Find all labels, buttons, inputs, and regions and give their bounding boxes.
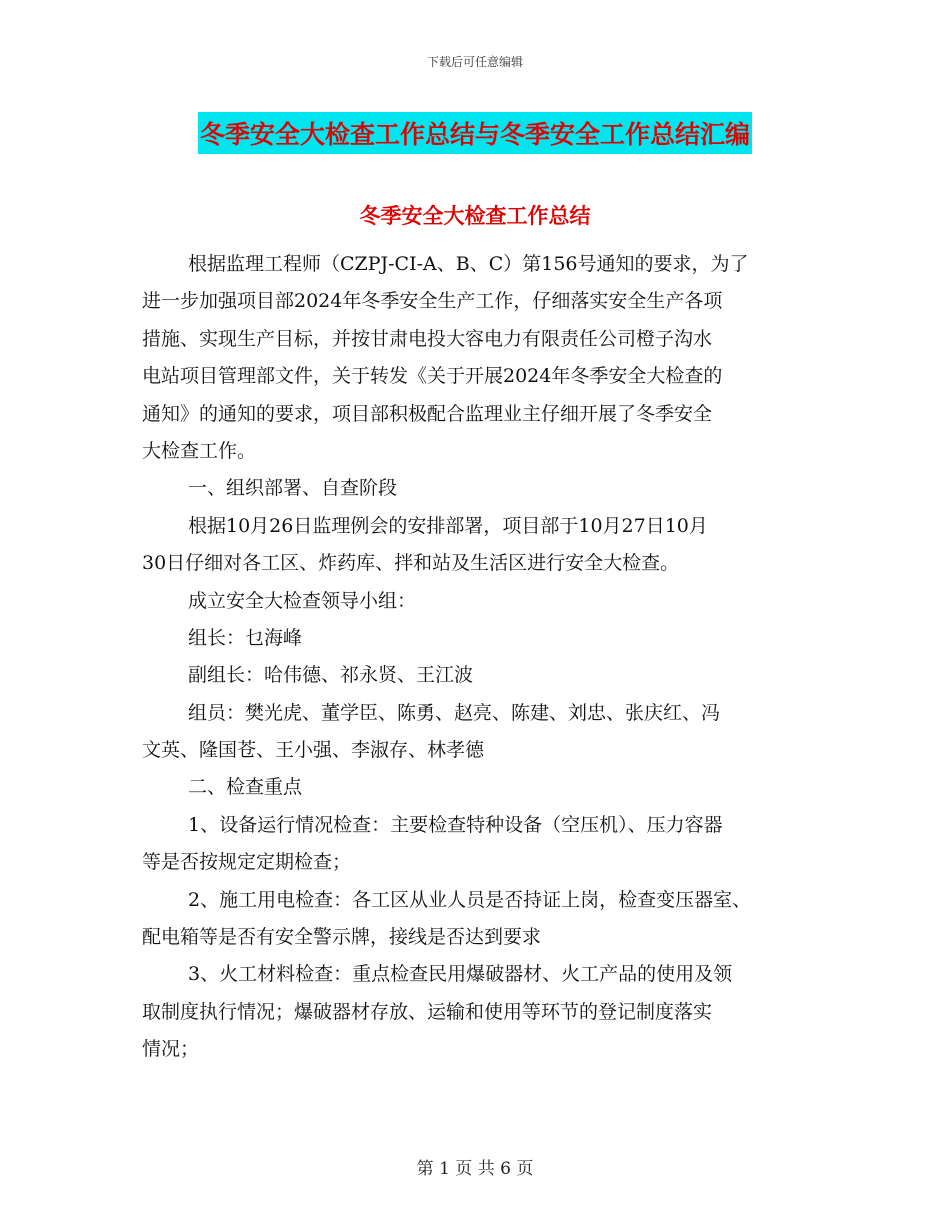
text-line: 配电箱等是否有安全警示牌，接线是否达到要求 [142, 926, 542, 949]
text-line: 取制度执行情况；爆破器材存放、运输和使用等环节的登记制度落实 [142, 1000, 713, 1023]
text-line: 大检查工作。 [142, 439, 257, 462]
text-line: 根据监理工程师（CZPJ-CI-A、B、C）第156号通知的要求，为了 [188, 253, 749, 275]
text-line: 电站项目管理部文件，关于转发《关于开展2024年冬季安全大检查的 [142, 365, 723, 388]
text-line: 情况； [142, 1038, 200, 1061]
main-title-wrap [0, 112, 950, 154]
body-text [142, 246, 822, 1069]
page-footer: 第 1 页 共 6 页 [416, 1159, 534, 1179]
text-line: 30日仔细对各工区、炸药库、拌和站及生活区进行安全大检查。 [142, 552, 680, 575]
text-line: 根据10月26日监理例会的安排部署，项目部于10月27日10月 [188, 514, 708, 537]
text-line: 等是否按规定定期检查； [142, 851, 352, 874]
text-line: 一、组织部署、自查阶段 [188, 477, 398, 500]
header-note: 下载后可任意编辑 [426, 55, 523, 69]
main-title: 冬季安全大检查工作总结与冬季安全工作总结汇编 [198, 112, 752, 154]
text-line: 进一步加强项目部2024年冬季安全生产工作，仔细落实安全生产各项 [142, 290, 723, 313]
text-line: 文英、隆国苍、王小强、李淑存、林孝德 [142, 739, 485, 762]
text-line: 1、设备运行情况检查：主要检查特种设备（空压机）、压力容器 [188, 813, 723, 836]
text-line: 成立安全大检查领导小组： [188, 589, 417, 612]
text-line: 2、施工用电检查：各工区从业人员是否持证上岗，检查变压器室、 [188, 888, 752, 911]
text-line: 组长：乜海峰 [188, 626, 303, 649]
text-line: 副组长：哈伟德、祁永贤、王江波 [188, 664, 474, 687]
text-line: 措施、实现生产目标，并按甘肃电投大容电力有限责任公司橙子沟水 [142, 327, 713, 350]
text-line: 二、检查重点 [188, 776, 303, 799]
text-line: 组员：樊光虎、董学臣、陈勇、赵亮、陈建、刘忠、张庆红、冯 [188, 701, 721, 724]
section-title: 冬季安全大检查工作总结 [359, 204, 591, 228]
text-line: 通知》的通知的要求，项目部积极配合监理业主仔细开展了冬季安全 [142, 402, 713, 425]
text-line: 3、火工材料检查：重点检查民用爆破器材、火工产品的使用及领 [188, 963, 733, 986]
